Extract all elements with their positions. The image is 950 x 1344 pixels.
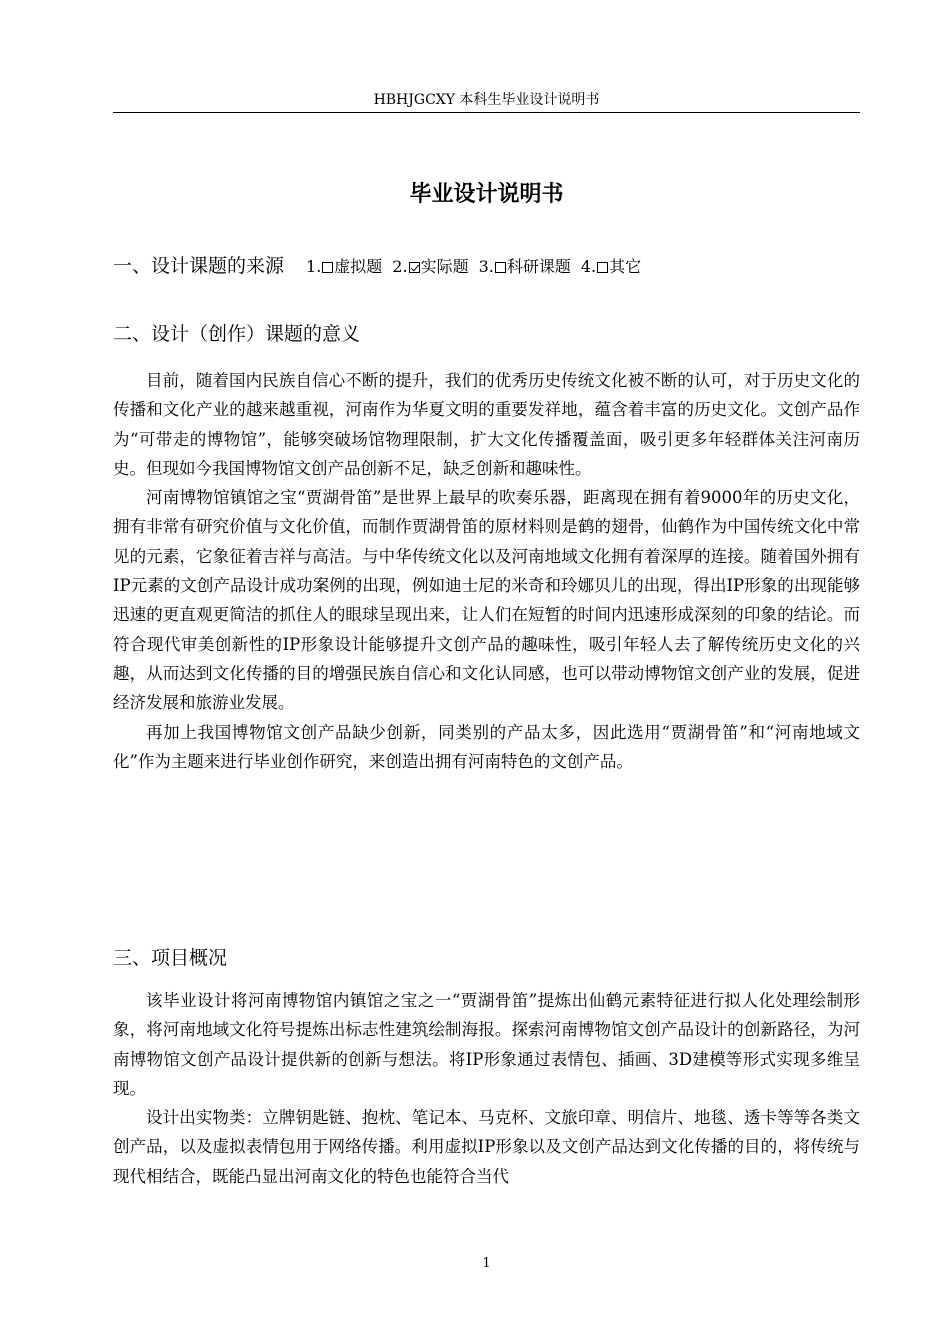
section-3-body — [113, 986, 860, 1191]
paragraph: 目前，随着国内民族自信心不断的提升，我们的优秀历史传统文化被不断的认可，对于历史文化的传播和文化产业的越来越重视，河南作为华夏文明的重要发祥地，蕴含着丰富的历史文化。文创产品作为“可带走的博物馆”，能够突破场馆物理限制，扩大文化传播覆盖面，吸引更多年轻群体关注河南历史。但现如今我国博物馆文创产品创新不足，缺乏创新和趣味性。 — [113, 371, 860, 478]
checkbox-icon — [597, 262, 608, 273]
document-title: 毕业设计说明书 — [409, 182, 564, 207]
option-actual: 2. 实际题 — [392, 257, 469, 276]
source-options — [306, 257, 651, 276]
paragraph: 河南博物馆镇馆之宝“贾湖骨笛”是世界上最早的吹奏乐器，距离现在拥有着9000年的历史文化，拥有非常有研究价值与文化价值，而制作贾湖骨笛的原材料则是鹤的翅骨，仙鹤作为中国传统文化中常见的元素，它象征着吉祥与高洁。与中华传统文化以及河南地域文化拥有着深厚的连接。随着国外拥有IP元素的文创产品设计成功案例的出现，例如迪士尼的米奇和玲娜贝儿的出现，得出IP形象的出现能够迅速的更直观更简洁的抓住人的眼球呈现出来，让人们在短暂的时间内迅速形成深刻的印象的结论。而符合现代审美创新性的IP形象设计能够提升文创产品的趣味性，吸引年轻人去了解传统历史文化的兴趣，从而达到文化传播的目的增强民族自信心和文化认同感，也可以带动博物馆文创产业的发展，促进经济发展和旅游业发展。 — [113, 488, 860, 713]
checkbox-icon — [495, 262, 506, 273]
running-header: HBHJGCXY 本科生毕业设计说明书 — [373, 92, 600, 108]
paragraph: 设计出实物类：立牌钥匙链、抱枕、笔记本、马克杯、文旅印章、明信片、地毯、透卡等等各类文创产品，以及虚拟表情包用于网络传播。利用虚拟IP形象以及文创产品达到文化传播的目的，将传统与现代相结合，既能凸显出河南文化的特色也能符合当代 — [113, 1108, 860, 1186]
section-3-heading: 三、项目概况 — [113, 947, 228, 969]
option-virtual: 1. 虚拟题 — [306, 257, 383, 276]
checkbox-icon — [322, 262, 333, 273]
header-rule — [113, 112, 860, 113]
section-2-heading: 二、设计（创作）课题的意义 — [113, 323, 361, 345]
section-1-heading-text: 一、设计课题的来源 — [113, 255, 285, 277]
section-2-body — [113, 366, 860, 776]
paragraph: 该毕业设计将河南博物馆内镇馆之宝之一“贾湖骨笛”提炼出仙鹤元素特征进行拟人化处理绘制形象，将河南地域文化符号提炼出标志性建筑绘制海报。探索河南博物馆文创产品设计的创新路径，为河南博物馆文创产品设计提供新的创新与想法。将IP形象通过表情包、插画、3D建模等形式实现多维呈现。 — [113, 991, 860, 1098]
page-number: 1 — [482, 1256, 491, 1271]
option-research: 3. 科研课题 — [478, 257, 571, 276]
paragraph: 再加上我国博物馆文创产品缺少创新，同类别的产品太多，因此选用“贾湖骨笛”和“河南地域文化”作为主题来进行毕业创作研究，来创造出拥有河南特色的文创产品。 — [113, 722, 860, 771]
option-other: 4. 其它 — [580, 257, 642, 276]
checked-checkbox-icon — [409, 262, 420, 273]
section-1-heading — [113, 252, 651, 281]
